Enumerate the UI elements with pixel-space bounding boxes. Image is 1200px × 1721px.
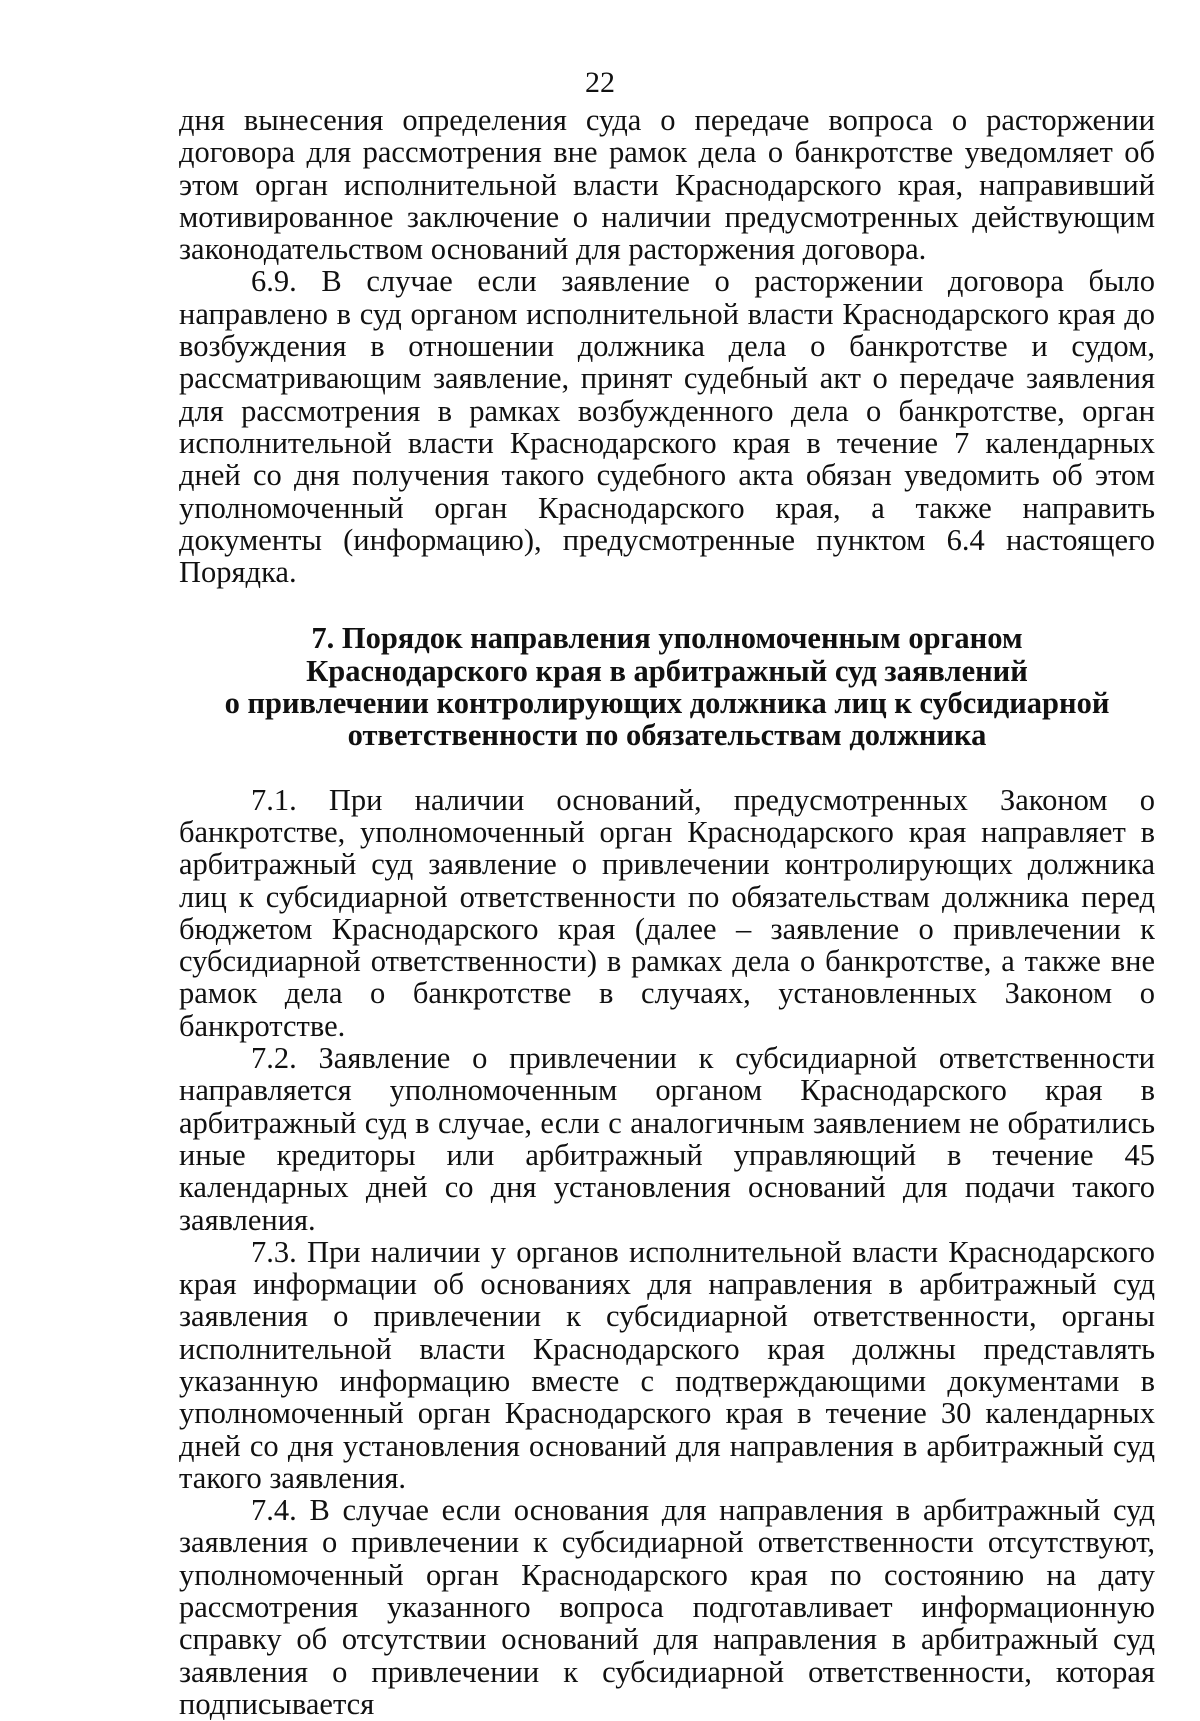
section-7-heading xyxy=(179,622,1155,751)
heading-line: 7. Порядок направления уполномоченным органом xyxy=(311,621,1023,656)
heading-line: ответственности по обязательствам должника xyxy=(347,718,987,753)
paragraph-7-1: 7.1. При наличии оснований, предусмотренных Законом о банкротстве, уполномоченный орган Краснодарского края направляет в арбитражный суд заявление о привлечении контролирующих должника лиц к субсидиарной ответственности по обязательствам должника перед бюджетом Краснодарского края (далее – заявление о привлечении к субсидиарной ответственности) в рамках дела о банкротстве, а также вне рамок дела о банкротстве в случаях, установленных Законом о банкротстве. xyxy=(179,782,1155,1043)
document-body xyxy=(179,104,1155,1720)
paragraph-7-3: 7.3. При наличии у органов исполнительной власти Краснодарского края информации об основаниях для направления в арбитражный суд заявления о привлечении к субсидиарной ответственности, органы исполнительной власти Краснодарского края должны представлять указанную информацию вместе с подтверждающими документами в уполномоченный орган Краснодарского края в течение 30 календарных дней со дня установления оснований для направления в арбитражный суд такого заявления. xyxy=(179,1234,1155,1495)
paragraph-7-2: 7.2. Заявление о привлечении к субсидиарной ответственности направляется уполномоченным органом Краснодарского края в арбитражный суд в случае, если с аналогичным заявлением не обратились иные кредиторы или арбитражный управляющий в течение 45 календарных дней со дня установления оснований для подачи такого заявления. xyxy=(179,1041,1155,1237)
paragraph-7-4: 7.4. В случае если основания для направления в арбитражный суд заявления о привлечении к субсидиарной ответственности отсутствуют, уполномоченный орган Краснодарского края по состоянию на дату рассмотрения указанного вопроса подготавливает информационную справку об отсутствии оснований для направления в арбитражный суд заявления о привлечении к субсидиарной ответственности, которая подписывается xyxy=(179,1493,1155,1721)
page-number: 22 xyxy=(585,66,615,99)
heading-line: о привлечении контролирующих должника лиц к субсидиарной xyxy=(224,686,1110,721)
paragraph-continuation: дня вынесения определения суда о передаче вопроса о расторжении договора для рассмотрения вне рамок дела о банкротстве уведомляет об этом орган исполнительной власти Краснодарского края, направивший мотивированное заключение о наличии предусмотренных действующим законодательством оснований для расторжения договора. xyxy=(179,103,1155,267)
heading-line: Краснодарского края в арбитражный суд заявлений xyxy=(306,653,1028,688)
paragraph-6-9: 6.9. В случае если заявление о расторжении договора было направлено в суд органом исполнительной власти Краснодарского края до возбуждения в отношении должника дела о банкротстве и судом, рассматривающим заявление, принят судебный акт о передаче заявления для рассмотрения в рамках возбужденного дела о банкротстве, орган исполнительной власти Краснодарского края в течение 7 календарных дней со дня получения такого судебного акта обязан уведомить об этом уполномоченный орган Краснодарского края, а также направить документы (информацию), предусмотренные пунктом 6.4 настоящего Порядка. xyxy=(179,264,1155,590)
